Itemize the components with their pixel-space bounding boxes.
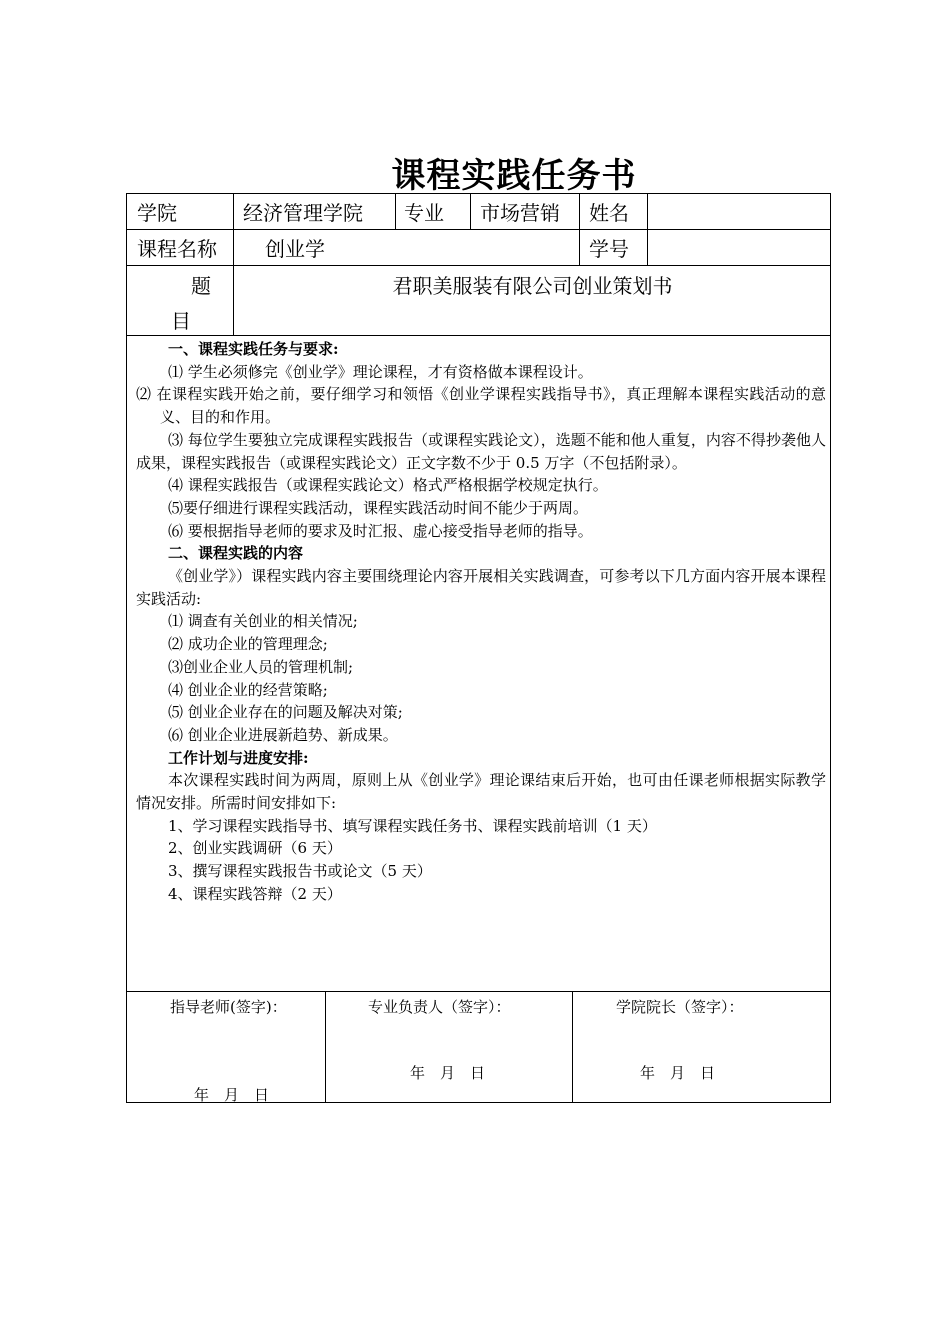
- list-item: ⑷ 创业企业的经营策略;: [168, 680, 328, 699]
- row-divider: [126, 335, 831, 336]
- topic-label-line2: 目: [171, 309, 191, 333]
- list-item: ⑸要仔细进行课程实践活动，课程实践活动时间不能少于两周。: [168, 498, 589, 517]
- row-divider: [126, 229, 831, 230]
- advisor-signature-label: 指导老师(签字)：: [170, 998, 287, 1016]
- section3-heading: 工作计划与进度安排:: [168, 748, 309, 767]
- major-head-signature-date: 年 月 日: [410, 1064, 486, 1082]
- student-id-label: 学号: [589, 237, 629, 261]
- col-divider: [325, 991, 326, 1103]
- col-divider: [572, 991, 573, 1103]
- list-item: 2、创业实践调研（6 天）: [168, 839, 342, 858]
- section3-intro: 本次课程实践时间为两周，原则上从《创业学》理论课结束后开始，也可由任课老师根据实际教学情况安排。所需时间安排如下:: [136, 771, 826, 813]
- major-value: 市场营销: [480, 201, 560, 225]
- major-label: 专业: [404, 201, 444, 225]
- list-item: ⑴ 学生必须修完《创业学》理论课程，才有资格做本课程设计。: [168, 362, 593, 381]
- list-item: ⑸ 创业企业存在的问题及解决对策;: [168, 703, 403, 722]
- major-head-signature-label: 专业负责人（签字）：: [368, 998, 511, 1016]
- list-item: ⑷ 课程实践报告（或课程实践论文）格式严格根据学校规定执行。: [168, 476, 608, 495]
- list-item: 4、课程实践答辩（2 天）: [168, 884, 342, 903]
- list-item: ⑵ 在课程实践开始之前，要仔细学习和领悟《创业学课程实践指导书》，真正理解本课程实践活动的意义、目的和作用。: [136, 385, 826, 427]
- list-item: ⑵ 成功企业的管理理念;: [168, 635, 328, 654]
- name-label: 姓名: [589, 201, 629, 225]
- col-divider: [470, 193, 471, 229]
- row-divider: [126, 265, 831, 266]
- section2-intro: 《创业学》）课程实践内容主要围绕理论内容开展相关实践调查，可参考以下几方面内容开展本课程实践活动:: [136, 567, 826, 608]
- course-label: 课程名称: [137, 237, 217, 261]
- list-item: ⑹ 创业企业进展新趋势、新成果。: [168, 725, 398, 744]
- page-title: 课程实践任务书: [391, 156, 637, 196]
- list-item: ⑹ 要根据指导老师的要求及时汇报、虚心接受指导老师的指导。: [168, 521, 593, 540]
- college-label: 学院: [137, 201, 177, 225]
- col-divider: [395, 193, 396, 229]
- list-item: ⑴ 调查有关创业的相关情况;: [168, 612, 358, 631]
- list-item: 1、学习课程实践指导书、填写课程实践任务书、课程实践前培训（1 天）: [168, 816, 657, 835]
- course-value: 创业学: [265, 237, 325, 261]
- list-item: 3、撰写课程实践报告书或论文（5 天）: [168, 862, 432, 881]
- topic-label-line1: 题: [191, 274, 211, 298]
- col-divider: [579, 193, 580, 265]
- col-divider: [647, 193, 648, 265]
- section2-heading: 二、课程实践的内容: [168, 544, 304, 563]
- dean-signature-label: 学院院长（签字）：: [616, 998, 744, 1016]
- row-divider: [126, 991, 831, 992]
- col-divider: [233, 193, 234, 335]
- dean-signature-date: 年 月 日: [640, 1064, 716, 1082]
- task-body: [136, 338, 826, 906]
- section1-heading: 一、课程实践任务与要求:: [168, 340, 339, 358]
- list-item: ⑶ 每位学生要独立完成课程实践报告（或课程实践论文），选题不能和他人重复，内容不得抄袭他人成果，课程实践报告（或课程实践论文）正文字数不少于 0.5 万字（不包括附录）。: [136, 430, 826, 472]
- advisor-signature-date: 年 月 日: [194, 1086, 270, 1104]
- list-item: ⑶创业企业人员的管理机制;: [168, 657, 354, 676]
- topic-value: 君职美服装有限公司创业策划书: [392, 274, 673, 298]
- college-value: 经济管理学院: [243, 201, 363, 225]
